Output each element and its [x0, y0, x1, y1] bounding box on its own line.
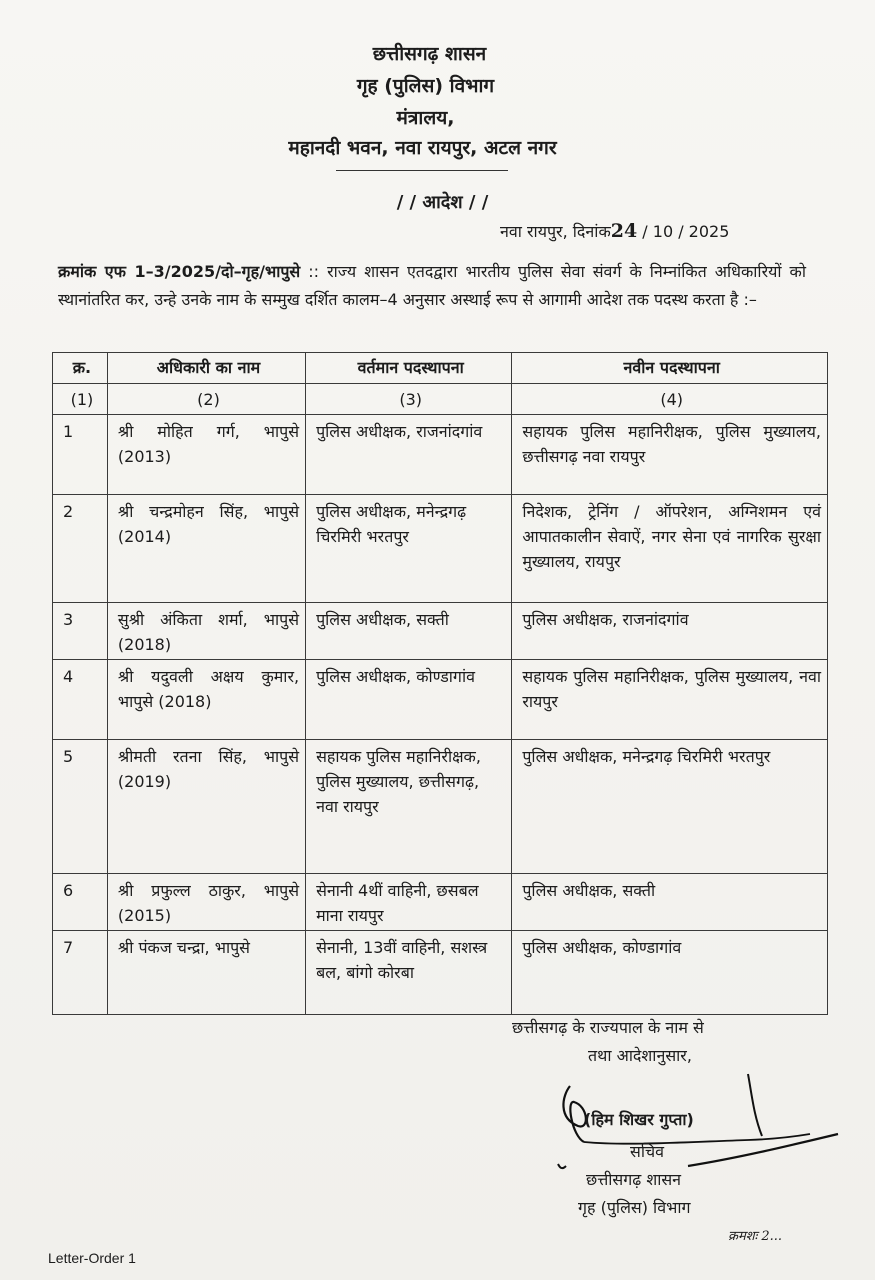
order-intro [58, 258, 806, 314]
footer-label: Letter-Order 1 [48, 1250, 136, 1266]
signatory-department: गृह (पुलिस) विभाग [578, 1198, 691, 1217]
header-government: छत्तीसगढ़ शासन [372, 43, 487, 65]
cell-name: श्रीमती रतना सिंह, भापुसे (2019) [107, 740, 305, 874]
place-date-suffix: / 10 / 2025 [642, 222, 730, 241]
table-row [53, 931, 828, 1015]
cell-name: श्री यदुवली अक्षय कुमार, भापुसे (2018) [107, 660, 305, 740]
closing-block [512, 1014, 812, 1070]
cell-current: सेनानी, 13वीं वाहिनी, सशस्त्र बल, बांगो कोरबा [306, 931, 512, 1015]
col-number: (3) [306, 384, 512, 415]
table-row [53, 740, 828, 874]
cell-new: निदेशक, ट्रेनिंग / ऑपरेशन, अग्निशमन एवं आपातकालीन सेवाऐं, नगर सेना एवं नागरिक सुरक्षा मुख्यालय, रायपुर [512, 495, 828, 603]
header-divider [336, 170, 508, 171]
handwritten-day: 24 [610, 220, 638, 242]
closing-line-1: छत्तीसगढ़ के राज्यपाल के नाम से [512, 1018, 704, 1037]
cell-sn: 5 [53, 740, 108, 874]
cell-name: श्री पंकज चन्द्रा, भापुसे [107, 931, 305, 1015]
col-number: (4) [512, 384, 828, 415]
table-row [53, 415, 828, 495]
col-number: (2) [107, 384, 305, 415]
header-department: गृह (पुलिस) विभाग [356, 75, 495, 97]
signatory-name: (हिम शिखर गुप्ता) [584, 1110, 694, 1129]
table-column-number-row [53, 384, 828, 415]
order-intro-text: :: राज्य शासन एतदद्वारा भारतीय पुलिस सेवा संवर्ग के निम्नांकित अधिकारियों को स्थानांतरित कर, उन्हे उनके नाम के सम्मुख दर्शित कालम–4 अनुसार अस्थाई रूप से आगामी आदेश तक पदस्थ करता है :– [58, 262, 806, 309]
posting-table [52, 352, 828, 1015]
cell-current: सेनानी 4थीं वाहिनी, छसबल माना रायपुर [306, 874, 512, 931]
col-header-new: नवीन पदस्थापना [512, 353, 828, 384]
cell-current: सहायक पुलिस महानिरीक्षक, पुलिस मुख्यालय, छत्तीसगढ़, नवा रायपुर [306, 740, 512, 874]
signatory-government: छत्तीसगढ़ शासन [586, 1170, 682, 1189]
cell-new: पुलिस अधीक्षक, सक्ती [512, 874, 828, 931]
place-date-prefix: नवा रायपुर, दिनांक [500, 222, 611, 241]
signatory-designation: सचिव [630, 1142, 665, 1161]
header-address: महानदी भवन, नवा रायपुर, अटल नगर [288, 137, 557, 159]
col-number: (1) [53, 384, 108, 415]
place-date [500, 220, 729, 242]
cell-sn: 6 [53, 874, 108, 931]
cell-sn: 4 [53, 660, 108, 740]
cell-new: पुलिस अधीक्षक, मनेन्द्रगढ़ चिरमिरी भरतपुर [512, 740, 828, 874]
order-reference: क्रमांक एफ 1–3/2025/दो–गृह/भापुसे [58, 262, 301, 281]
table-row [53, 874, 828, 931]
cell-new: सहायक पुलिस महानिरीक्षक, पुलिस मुख्यालय, नवा रायपुर [512, 660, 828, 740]
cell-name: श्री चन्द्रमोहन सिंह, भापुसे (2014) [107, 495, 305, 603]
cell-name: श्री प्रफुल्ल ठाकुर, भापुसे (2015) [107, 874, 305, 931]
continued-note: क्रमशः 2... [728, 1229, 783, 1244]
cell-new: सहायक पुलिस महानिरीक्षक, पुलिस मुख्यालय, छत्तीसगढ़ नवा रायपुर [512, 415, 828, 495]
cell-sn: 2 [53, 495, 108, 603]
header-ministry: मंत्रालय, [396, 107, 455, 129]
order-title: / / आदेश / / [396, 192, 489, 213]
col-header-name: अधिकारी का नाम [107, 353, 305, 384]
cell-name: सुश्री अंकिता शर्मा, भापुसे (2018) [107, 603, 305, 660]
cell-new: पुलिस अधीक्षक, कोण्डागांव [512, 931, 828, 1015]
cell-current: पुलिस अधीक्षक, सक्ती [306, 603, 512, 660]
col-header-current: वर्तमान पदस्थापना [306, 353, 512, 384]
closing-line-2: तथा आदेशानुसार, [588, 1046, 692, 1065]
table-header-row [53, 353, 828, 384]
cell-sn: 1 [53, 415, 108, 495]
table-row [53, 660, 828, 740]
cell-sn: 7 [53, 931, 108, 1015]
cell-current: पुलिस अधीक्षक, कोण्डागांव [306, 660, 512, 740]
cell-current: पुलिस अधीक्षक, राजनांदगांव [306, 415, 512, 495]
col-header-sn: क्र. [53, 353, 108, 384]
table-row [53, 495, 828, 603]
cell-current: पुलिस अधीक्षक, मनेन्द्रगढ़ चिरमिरी भरतपुर [306, 495, 512, 603]
cell-name: श्री मोहित गर्ग, भापुसे (2013) [107, 415, 305, 495]
cell-new: पुलिस अधीक्षक, राजनांदगांव [512, 603, 828, 660]
cell-sn: 3 [53, 603, 108, 660]
table-row [53, 603, 828, 660]
